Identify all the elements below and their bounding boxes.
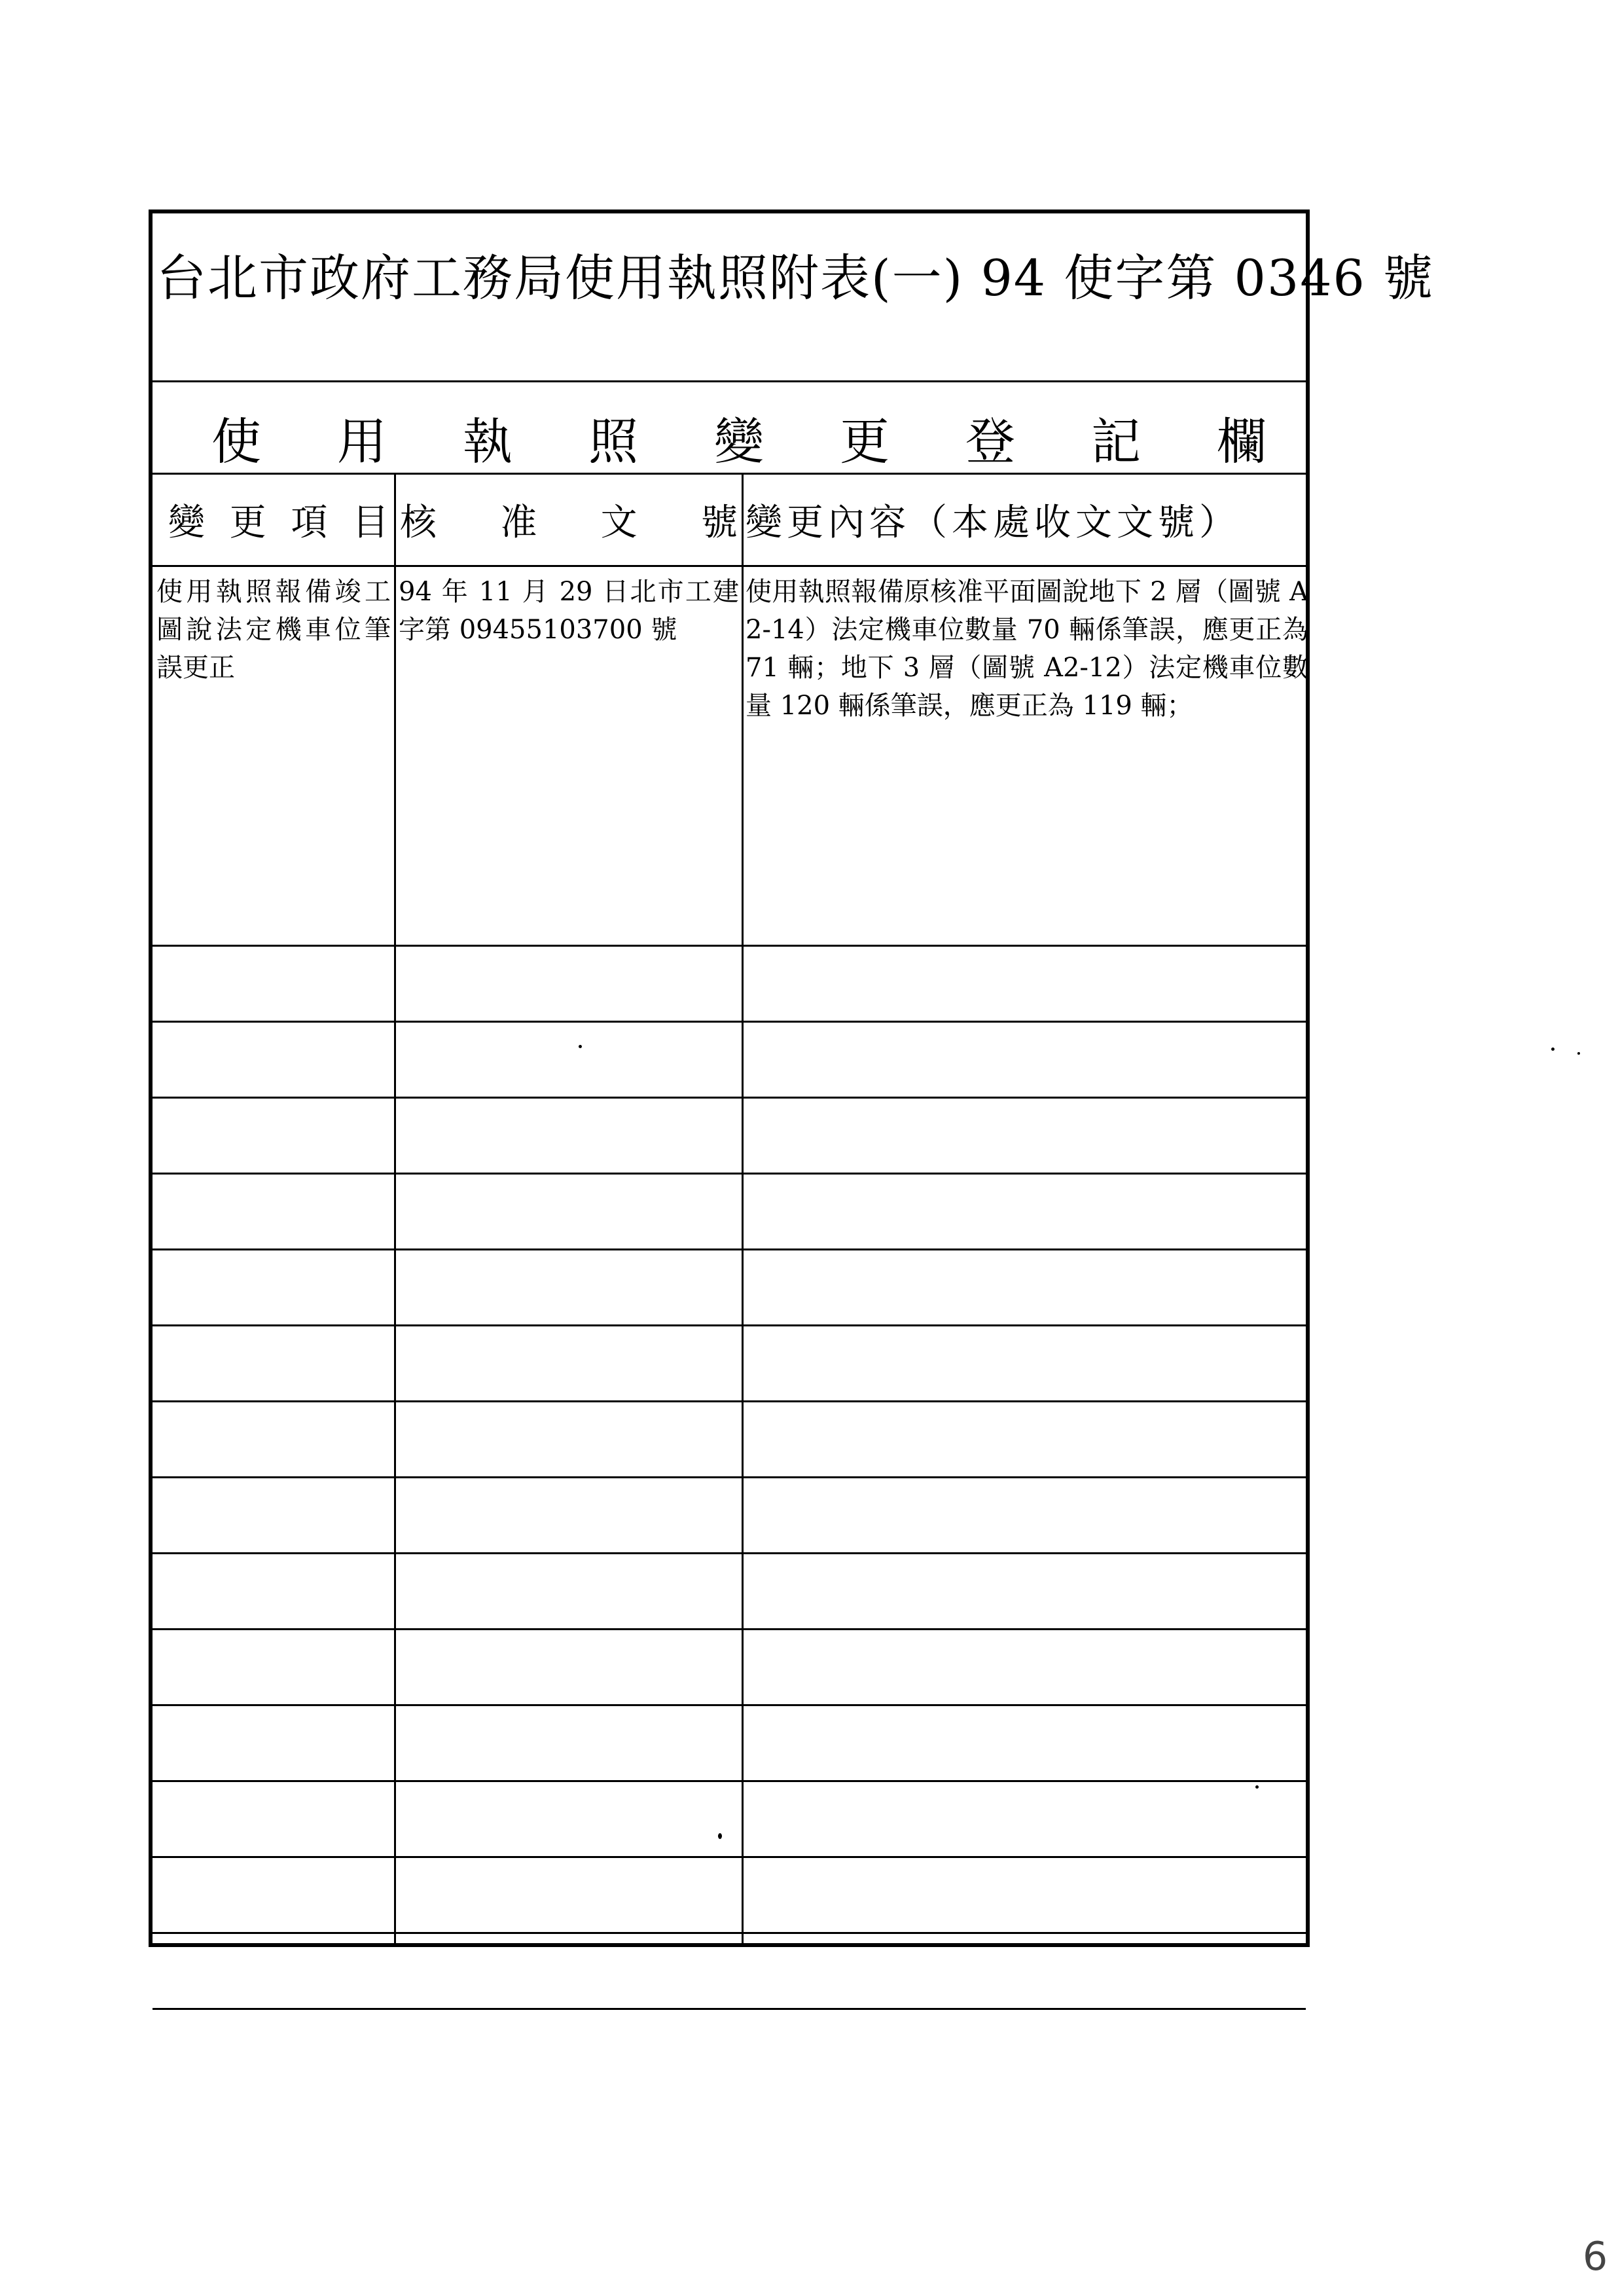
scan-speck	[1255, 1785, 1259, 1789]
header-char: 准	[500, 501, 537, 544]
change-item-cell: 使用執照報備竣工圖說法定機車位筆誤更正	[156, 577, 391, 683]
row-divider	[153, 2008, 1306, 2010]
row-divider	[153, 1628, 1306, 1630]
row-divider	[153, 1324, 1306, 1326]
band-char: 使	[211, 412, 261, 471]
row-divider	[153, 1780, 1306, 1782]
header-char: 更	[229, 501, 266, 544]
row-divider	[153, 1704, 1306, 1706]
band-char: 照	[588, 412, 638, 471]
header-char: 核	[400, 501, 437, 544]
row-divider	[153, 1476, 1306, 1478]
band-char: 記	[1091, 412, 1141, 471]
band-char: 執	[463, 412, 512, 471]
row-divider	[153, 565, 1306, 567]
header-char: 變	[168, 501, 205, 544]
band-char: 更	[840, 412, 890, 471]
change-table	[153, 475, 1306, 1943]
scan-speck	[1551, 1048, 1555, 1051]
column-divider	[742, 475, 744, 1943]
form-title: 台北市政府工務局使用執照附表(一) 94 使字第 0346 號	[156, 249, 1435, 307]
scan-speck	[718, 1833, 722, 1839]
usage-permit-form	[149, 210, 1435, 1947]
header-change-content: 變更內容（本處收文文號）	[746, 501, 1240, 544]
header-char: 號	[700, 501, 738, 544]
row-divider	[153, 945, 1306, 947]
row-divider	[153, 1400, 1306, 1402]
header-char: 文	[600, 501, 638, 544]
row-divider	[153, 1856, 1306, 1858]
header-char: 項	[291, 501, 328, 544]
header-approval-number	[399, 475, 739, 565]
title-row	[153, 213, 1435, 382]
column-divider	[394, 475, 396, 1943]
band-char: 欄	[1217, 412, 1267, 471]
row-divider	[153, 1097, 1306, 1099]
row-divider	[153, 1932, 1306, 1934]
change-registry-heading	[211, 402, 1267, 473]
row-divider	[153, 1248, 1306, 1250]
header-char: 目	[351, 501, 389, 544]
page-mark: 6	[1583, 2234, 1608, 2280]
band-char: 變	[714, 412, 764, 471]
scan-speck	[1577, 1052, 1580, 1055]
row-divider	[153, 1021, 1306, 1023]
row-divider	[153, 1552, 1306, 1554]
band-char: 用	[337, 412, 387, 471]
row-divider	[153, 1173, 1306, 1175]
approval-number-cell: 94 年 11 月 29 日北市工建字第 09455103700 號	[399, 577, 739, 645]
band-char: 登	[965, 412, 1015, 471]
header-change-item	[166, 475, 391, 565]
change-content-cell: 使用執照報備原核准平面圖說地下 2 層（圖號 A2-14）法定機車位數量 70 輛係筆誤，應更正為 71 輛；地下 3 層（圖號 A2-12）法定機車位數量 120 輛係筆誤，應更正為 119 輛；	[746, 577, 1308, 721]
scan-speck	[579, 1045, 582, 1048]
change-registry-band	[153, 382, 1306, 475]
